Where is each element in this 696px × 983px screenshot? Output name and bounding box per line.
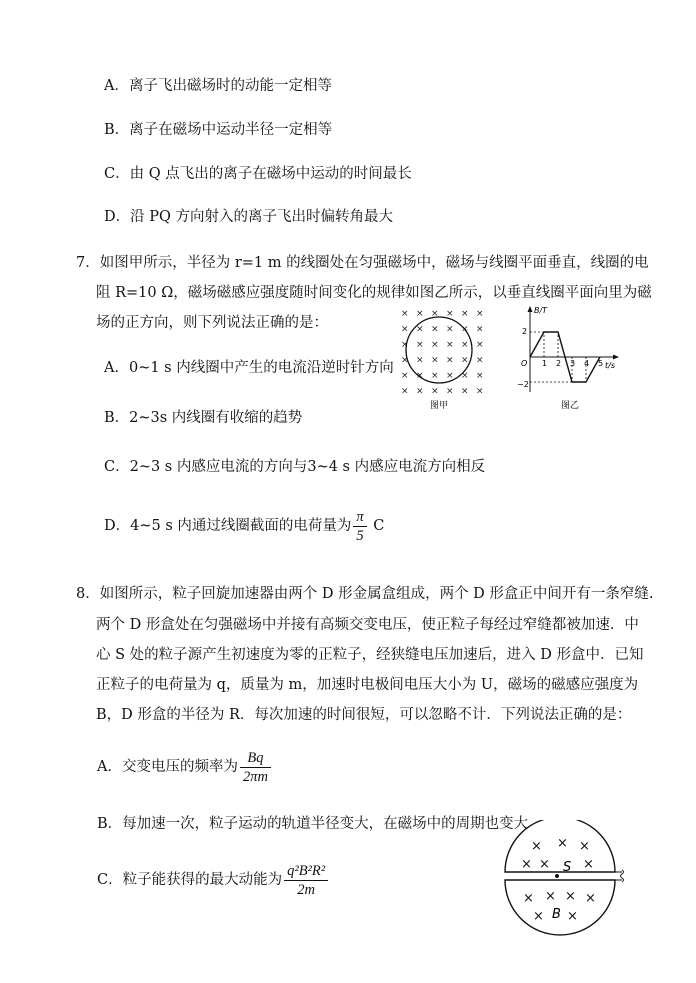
q7-figure-coil	[395, 304, 490, 412]
q7-stem-line-3: 场的正方向，则下列说法正确的是：	[96, 315, 328, 331]
field-cross: ×	[476, 324, 484, 335]
q6-option-a: A．离子飞出磁场时的动能一定相等	[104, 78, 332, 94]
q7-option-d-denominator: 5	[356, 527, 364, 544]
svg-text:×: ×	[567, 909, 578, 924]
x-tick-label: 3	[570, 359, 576, 368]
y-axis-arrow	[528, 306, 533, 312]
field-cross: ×	[431, 386, 439, 397]
label-b: B	[552, 907, 561, 922]
field-cross: ×	[476, 386, 484, 397]
q8-stem-line-4: 正粒子的电荷量为 q，质量为 m，加速时电极间电压大小为 U，磁场的磁感应强度为	[96, 677, 639, 693]
q8-stem-line-1: 8．如图所示，粒子回旋加速器由两个 D 形金属盒组成，两个 D 形盒正中间开有一条窄缝.	[76, 586, 654, 602]
q8-stem-line-2: 两个 D 形盒处在匀强磁场中并接有高频交变电压，使正粒子每经过窄缝都被加速．中	[96, 617, 639, 633]
field-cross: ×	[476, 340, 484, 350]
field-cross: ×	[431, 355, 439, 366]
q8-option-a-numerator: Bq	[240, 749, 271, 768]
svg-text:×: ×	[565, 889, 576, 904]
field-cross: ×	[416, 371, 424, 381]
q8-option-c-denominator: 2m	[297, 881, 315, 898]
q7-option-b: B．2~3s 内线圈有收缩的趋势	[104, 410, 303, 426]
field-cross: ×	[401, 340, 409, 350]
q6-option-d: D．沿 PQ 方向射入的离子飞出时偏转角最大	[104, 209, 393, 225]
field-cross: ×	[431, 324, 439, 335]
q7-figure-bt-graph	[512, 300, 622, 412]
q8-option-a-prefix: A．交变电压的频率为	[97, 759, 238, 775]
svg-text:×: ×	[557, 836, 568, 851]
field-cross: ×	[446, 355, 454, 366]
field-cross: ×	[401, 355, 409, 366]
field-cross: ×	[416, 324, 424, 335]
q7-option-a: A．0~1 s 内线圈中产生的电流沿逆时针方向	[104, 360, 394, 376]
q7-option-c: C．2~3 s 内感应电流的方向与3~4 s 内感应电流方向相反	[104, 459, 486, 475]
q7-stem-line-1: 7．如图甲所示，半径为 r=1 m 的线圈处在匀强磁场中，磁场与线圈平面垂直，线圈的电	[76, 255, 649, 271]
field-cross: ×	[446, 309, 454, 319]
q6-option-c: C．由 Q 点飞出的离子在磁场中运动的时间最长	[104, 166, 412, 182]
field-cross: ×	[431, 340, 439, 350]
svg-text:×: ×	[533, 909, 544, 924]
fig2-caption: 图乙	[560, 401, 580, 411]
q8-option-c-prefix: C．粒子能获得的最大动能为	[97, 872, 283, 888]
field-cross: ×	[431, 371, 439, 381]
field-cross: ×	[476, 371, 484, 381]
field-cross: ×	[401, 386, 409, 397]
svg-text:×: ×	[521, 857, 532, 872]
x-tick-label: 2	[556, 359, 562, 368]
x-tick-label: 4	[584, 359, 590, 368]
fig1-caption: 图甲	[429, 401, 449, 411]
field-cross: ×	[446, 340, 454, 350]
field-cross: ×	[446, 324, 454, 335]
field-cross: ×	[416, 355, 424, 366]
particle-source-dot	[555, 874, 559, 878]
q8-option-a	[97, 747, 273, 787]
q8-option-a-denominator: 2πm	[242, 768, 268, 785]
q8-stem-line-3: 心 S 处的粒子源产生初速度为零的正粒子，经狭缝电压加速后，进入 D 形盒中．已知	[96, 647, 644, 663]
field-cross: ×	[416, 386, 424, 397]
q7-option-d	[104, 506, 384, 546]
x-tick-label: 1	[542, 359, 548, 368]
q8-option-a-fraction	[240, 749, 271, 786]
field-cross: ×	[461, 355, 469, 366]
field-cross: ×	[401, 309, 409, 319]
origin-label: O	[521, 359, 528, 368]
field-cross: ×	[461, 309, 469, 319]
y-tick-pos: 2	[522, 327, 528, 336]
field-cross: ×	[476, 309, 484, 319]
field-cross: ×	[401, 324, 409, 335]
q6-option-b: B．离子在磁场中运动半径一定相等	[104, 122, 333, 138]
q7-stem-line-2: 阻 R=10 Ω，磁场磁感应强度随时间变化的规律如图乙所示，以垂直线圈平面向里为磁	[96, 285, 652, 301]
svg-text:×: ×	[523, 891, 534, 906]
field-cross: ×	[461, 371, 469, 381]
svg-text:×: ×	[579, 839, 590, 854]
x-axis-arrow	[613, 355, 619, 360]
field-cross: ×	[446, 386, 454, 397]
field-cross: ×	[461, 324, 469, 335]
field-cross: ×	[401, 371, 409, 381]
y-tick-neg: −2	[517, 380, 529, 389]
field-cross: ×	[446, 371, 454, 381]
q8-figure-cyclotron	[495, 820, 630, 950]
label-s: S	[563, 860, 572, 875]
coil-circle	[406, 317, 472, 383]
q8-stem-line-5: B，D 形盒的半径为 R．每次加速的时间很短，可以忽略不计．下列说法正确的是：	[96, 707, 632, 723]
q8-option-c-numerator: q²B²R²	[284, 862, 328, 881]
q8-option-c	[97, 860, 330, 900]
field-cross: ×	[416, 309, 424, 319]
field-cross: ×	[431, 309, 439, 319]
y-axis-label: B/T	[534, 306, 548, 315]
field-cross: ×	[461, 386, 469, 397]
field-cross: ×	[416, 340, 424, 350]
q7-option-d-unit: C	[373, 518, 385, 534]
svg-text:×: ×	[531, 839, 542, 854]
x-axis-label: t/s	[605, 361, 615, 370]
q7-option-d-fraction	[353, 508, 366, 545]
q8-option-c-fraction	[284, 862, 328, 899]
q7-option-d-numerator: π	[353, 508, 366, 527]
svg-text:×: ×	[583, 857, 594, 872]
x-tick-label: 5	[598, 359, 604, 368]
field-cross: ×	[461, 340, 469, 350]
svg-text:×: ×	[539, 857, 550, 872]
svg-text:×: ×	[585, 891, 596, 906]
field-cross: ×	[476, 355, 484, 366]
q7-option-d-prefix: D．4~5 s 内通过线圈截面的电荷量为	[104, 518, 352, 534]
q8-option-b: B．每加速一次，粒子运动的轨道半径变大，在磁场中的周期也变大	[97, 816, 529, 832]
svg-text:×: ×	[545, 889, 556, 904]
